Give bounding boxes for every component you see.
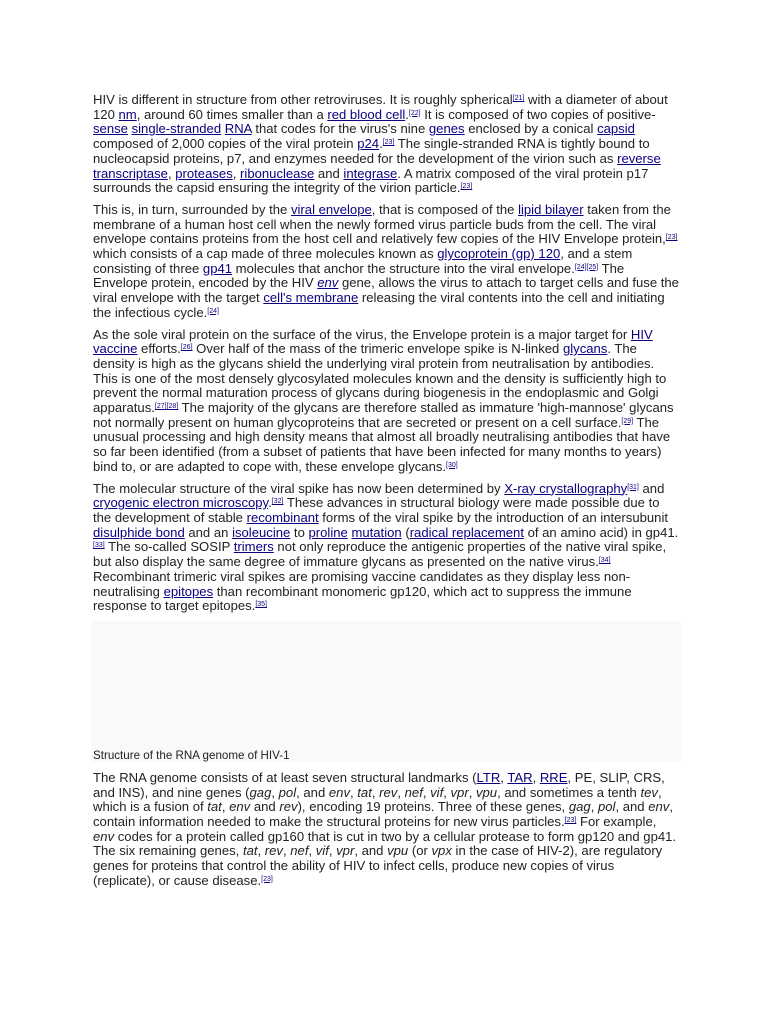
text-run: HIV is different in structure from other retroviruses. It is roughly spherical bbox=[93, 92, 513, 107]
text-run: and bbox=[638, 480, 665, 496]
wiki-link[interactable]: reverse transcriptase bbox=[93, 150, 661, 181]
citation bbox=[621, 418, 633, 425]
gene-name: pol bbox=[278, 784, 297, 800]
citation-link[interactable]: [24] bbox=[574, 263, 587, 271]
text-run: and bbox=[250, 799, 280, 815]
genome-figure bbox=[91, 621, 681, 762]
paragraph bbox=[93, 482, 679, 614]
wiki-link[interactable]: epitopes bbox=[163, 583, 214, 599]
paragraphs-after bbox=[93, 771, 679, 889]
text-run: , bbox=[350, 784, 358, 800]
wiki-link[interactable]: red blood cell bbox=[327, 106, 406, 122]
text-run: , which is a fusion of bbox=[93, 784, 662, 815]
text-run: The so-called SOSIP bbox=[104, 539, 234, 555]
citation bbox=[513, 95, 525, 102]
citation bbox=[255, 601, 267, 608]
text-run: which consists of a cap made of three molecules known as bbox=[93, 246, 438, 262]
gene-name: pol bbox=[597, 799, 616, 815]
text-run: , contain information needed to make the structural proteins for new virus particles. bbox=[93, 799, 673, 830]
wiki-link[interactable]: glycans bbox=[562, 341, 608, 357]
wiki-link[interactable]: ribonuclease bbox=[240, 165, 315, 181]
gene-name: gag bbox=[568, 799, 591, 815]
citation-link[interactable]: [23] bbox=[382, 139, 395, 147]
text-run: , around 60 times smaller than a bbox=[136, 106, 328, 122]
text-run: The unusual processing and high density means that almost all broadly neutralising antibodies that have so far been identified (from a subset of patients that have been infected for many months to years) bind to, or are adapted to cope with, these envelope glycans. bbox=[93, 414, 671, 474]
text-run: forms of the viral spike by the introduction of an intersubunit bbox=[318, 509, 669, 525]
citation-link[interactable]: [23] bbox=[460, 183, 473, 191]
wiki-link[interactable]: recombinant bbox=[246, 509, 319, 525]
text-run: . bbox=[379, 136, 383, 152]
text-run: ( bbox=[401, 524, 410, 540]
text-run: , bbox=[257, 843, 265, 859]
wiki-link[interactable]: genes bbox=[428, 121, 465, 137]
wiki-link[interactable]: single-stranded bbox=[131, 121, 222, 137]
text-run: that codes for the virus's nine bbox=[251, 121, 429, 137]
text-run: , and bbox=[615, 799, 649, 815]
citation-link[interactable]: [25] bbox=[586, 263, 599, 271]
gene-name: nef bbox=[290, 843, 309, 859]
text-run: to bbox=[290, 524, 309, 540]
text-run: of an amino acid) in gp41. bbox=[523, 524, 679, 540]
text-run: , bbox=[271, 784, 279, 800]
text-run: The RNA genome consists of at least seven structural landmarks ( bbox=[93, 769, 477, 785]
text-run: Recombinant trimeric viral spikes are promising vaccine candidates as they display less non-neutralising bbox=[93, 568, 631, 599]
text-run: and an bbox=[184, 524, 233, 540]
gene-name: gag bbox=[249, 784, 272, 800]
citation-link[interactable]: [23] bbox=[665, 234, 678, 242]
text-run: ), encoding 19 proteins. Three of these genes, bbox=[297, 799, 569, 815]
citation-link[interactable]: [26] bbox=[180, 344, 193, 352]
text-run: . bbox=[405, 106, 409, 122]
wiki-link[interactable]: integrase bbox=[343, 165, 398, 181]
text-run: , bbox=[397, 784, 405, 800]
text-run: with a diameter of about 120 bbox=[93, 92, 668, 122]
gene-name: vpr bbox=[336, 843, 355, 859]
citation-link[interactable]: [34] bbox=[598, 557, 611, 565]
text-run: , and bbox=[354, 843, 388, 859]
text-run: and bbox=[314, 165, 344, 181]
text-run: Over half of the mass of the trimeric envelope spike is N-linked bbox=[192, 341, 563, 357]
text-run: , bbox=[468, 784, 476, 800]
citation bbox=[599, 557, 611, 564]
wiki-link[interactable]: gp41 bbox=[202, 260, 233, 276]
wiki-link[interactable]: RNA bbox=[224, 121, 252, 137]
wiki-link[interactable]: env bbox=[317, 275, 339, 291]
text-run: . A matrix composed of the viral protein p17 surrounds the capsid ensuring the integrity of the virion particle. bbox=[93, 165, 649, 196]
text-run: . The density is high as the glycans shield the underlying viral protein from neutralisation by antibodies. This is one of the most densely glycosylated molecules known and the density is sufficiently high to prevent the normal maturation process of glycans during biogenesis in the endoplasmic and Golgi apparatus. bbox=[93, 341, 667, 416]
paragraph bbox=[93, 93, 679, 196]
text-run: , bbox=[282, 843, 291, 859]
text-run: , bbox=[422, 784, 431, 800]
citation bbox=[575, 264, 587, 271]
citation bbox=[272, 498, 284, 505]
citation-link[interactable]: [21] bbox=[512, 95, 525, 102]
paragraph bbox=[93, 203, 679, 321]
text-run: , and sometimes a tenth bbox=[497, 784, 641, 800]
text-run: , and bbox=[296, 784, 329, 800]
text-run: . bbox=[268, 495, 272, 511]
wiki-link[interactable]: mutation bbox=[351, 524, 402, 540]
text-run: , bbox=[371, 784, 380, 800]
text-run: enclosed by a conical bbox=[464, 121, 598, 137]
text-run: than recombinant monomeric gp120, which act to suppress the immune response to target epitopes. bbox=[93, 583, 632, 614]
gene-name: rev bbox=[264, 843, 283, 859]
citation-link[interactable]: [29] bbox=[621, 417, 634, 425]
text-run: These advances in structural biology were made possible due to the development of stable bbox=[93, 495, 660, 525]
text-run: , bbox=[221, 799, 230, 815]
gene-name: vpr bbox=[450, 784, 469, 800]
text-run: , bbox=[232, 165, 241, 181]
text-run: , bbox=[308, 843, 316, 859]
gene-name: tat bbox=[207, 799, 222, 815]
wiki-link[interactable]: cell's membrane bbox=[263, 290, 359, 306]
wiki-link[interactable]: TAR bbox=[507, 769, 533, 785]
gene-name: tat bbox=[242, 843, 258, 859]
text-run: , bbox=[500, 769, 508, 785]
citation bbox=[155, 403, 167, 410]
gene-name: tat bbox=[357, 784, 372, 800]
citation bbox=[587, 264, 599, 271]
text-run: , bbox=[328, 843, 337, 859]
text-run: in the case of HIV-2), are regulatory genes for proteins that control the ability of HIV to infect cells, produce new copies of virus (replicate), or cause disease. bbox=[93, 843, 663, 888]
citation bbox=[167, 403, 179, 410]
citation bbox=[93, 542, 105, 549]
citation bbox=[261, 876, 273, 883]
text-run: composed of 2,000 copies of the viral protein bbox=[93, 136, 358, 152]
gene-name: env bbox=[93, 828, 115, 844]
wiki-link[interactable]: radical replacement bbox=[409, 524, 524, 540]
text-run: , PE, SLIP, CRS, and INS), and nine genes ( bbox=[93, 769, 665, 800]
text-run: The molecular structure of the viral spike has now been determined by bbox=[93, 480, 505, 496]
citation-link[interactable]: [23] bbox=[261, 875, 273, 883]
text-run: gene, allows the virus to attach to target cells and fuse the viral envelope with the target bbox=[93, 275, 679, 306]
text-run: , bbox=[532, 769, 540, 785]
text-run: As the sole viral protein on the surface of the virus, the Envelope protein is a major target for bbox=[93, 326, 631, 342]
wiki-link[interactable]: X-ray crystallography bbox=[504, 480, 628, 496]
citation-link[interactable]: [35] bbox=[255, 601, 268, 609]
text-run: efforts. bbox=[137, 341, 181, 357]
text-run: It is composed of two copies of positive- bbox=[420, 106, 656, 122]
article-body bbox=[93, 93, 679, 896]
gene-name: vpu bbox=[475, 784, 498, 800]
text-run: codes for a protein called gp160 that is cut in two by a cellular protease to form gp120 and gp41. The six remaining genes, bbox=[93, 828, 677, 859]
citation-link[interactable]: [28] bbox=[166, 403, 179, 411]
wiki-link[interactable]: isoleucine bbox=[232, 524, 291, 540]
text-run: (or bbox=[408, 843, 432, 859]
gene-name: rev bbox=[379, 784, 398, 800]
gene-name: nef bbox=[404, 784, 423, 800]
paragraph bbox=[93, 328, 679, 475]
citation bbox=[446, 462, 458, 469]
gene-name: vpu bbox=[387, 843, 409, 859]
text-run: This is, in turn, surrounded by the bbox=[93, 201, 291, 217]
wiki-link[interactable]: RRE bbox=[539, 769, 568, 785]
wiki-link[interactable]: lipid bilayer bbox=[518, 201, 584, 217]
text-run: , bbox=[443, 784, 451, 800]
text-run: For example, bbox=[576, 814, 657, 830]
wiki-link[interactable]: glycoprotein (gp) 120 bbox=[437, 246, 561, 262]
gene-name: rev bbox=[279, 799, 298, 815]
citation-link[interactable]: [24] bbox=[207, 307, 219, 315]
text-run: not only reproduce the antigenic properties of the native viral spike, but also display the same degree of immature glycans as presented on the native virus. bbox=[93, 539, 667, 570]
citation bbox=[565, 817, 577, 824]
citation bbox=[666, 234, 678, 241]
wiki-link[interactable]: cryogenic electron microscopy bbox=[93, 495, 269, 511]
text-run: taken from the membrane of a human host cell when the newly formed virus particle buds from the cell. The viral envelope contains proteins from the host cell and relatively few copies of the HIV Envelope protein, bbox=[93, 201, 671, 247]
citation-link[interactable]: [32] bbox=[271, 498, 284, 506]
citation bbox=[207, 308, 219, 315]
citation-link[interactable]: [27] bbox=[154, 403, 167, 411]
gene-name: vpx bbox=[431, 843, 452, 859]
paragraph bbox=[93, 771, 679, 889]
wiki-link[interactable]: disulphide bond bbox=[93, 524, 185, 540]
citation bbox=[409, 110, 421, 117]
wiki-link[interactable]: capsid bbox=[597, 121, 635, 137]
citation-link[interactable]: [30] bbox=[446, 461, 458, 469]
gene-name: vif bbox=[315, 843, 329, 859]
citation-link[interactable]: [33] bbox=[93, 542, 105, 550]
text-run: , bbox=[590, 799, 598, 815]
wiki-link[interactable]: p24 bbox=[357, 136, 380, 152]
text-run: , that is composed of the bbox=[371, 201, 519, 217]
text-run: The Envelope protein, encoded by the HIV bbox=[93, 260, 625, 291]
text-run: molecules that anchor the structure into the viral envelope. bbox=[232, 260, 575, 276]
text-run: The single-stranded RNA is tightly bound to nucleocapsid proteins, p7, and enzymes needed for the development of the virion such as bbox=[93, 136, 650, 166]
figure-caption: Structure of the RNA genome of HIV-1 bbox=[93, 748, 290, 762]
gene-name: tev bbox=[640, 784, 658, 800]
citation-link[interactable]: [23] bbox=[564, 817, 577, 825]
wiki-link[interactable]: viral envelope bbox=[290, 201, 372, 217]
citation bbox=[383, 139, 395, 146]
wiki-link[interactable]: proline bbox=[308, 524, 348, 540]
wiki-link[interactable]: trimers bbox=[233, 539, 274, 555]
text-run: , bbox=[167, 165, 176, 181]
gene-name: env bbox=[328, 784, 351, 800]
citation-link[interactable]: [22] bbox=[408, 109, 421, 117]
citation-link[interactable]: [31] bbox=[627, 483, 639, 491]
citation bbox=[461, 183, 473, 190]
gene-name: env bbox=[648, 799, 670, 815]
citation bbox=[627, 484, 639, 491]
citation bbox=[181, 344, 193, 351]
gene-name: env bbox=[229, 799, 251, 815]
wiki-link[interactable]: nm bbox=[118, 106, 137, 122]
text-run: releasing the viral contents into the cell and initiating the infectious cycle. bbox=[93, 290, 665, 320]
wiki-link[interactable]: HIV vaccine bbox=[93, 326, 653, 357]
wiki-link[interactable]: proteases bbox=[175, 165, 233, 181]
gene-name: vif bbox=[430, 784, 444, 800]
wiki-link[interactable]: LTR bbox=[476, 769, 501, 785]
paragraphs-before bbox=[93, 93, 679, 614]
wiki-link[interactable]: sense bbox=[93, 121, 128, 137]
text-run: , and a stem consisting of three bbox=[93, 246, 633, 276]
text-run: The majority of the glycans are therefore stalled as immature 'high-mannose' glycans not normally present on human glycoproteins that are secreted or present on a cell surface. bbox=[93, 400, 674, 430]
